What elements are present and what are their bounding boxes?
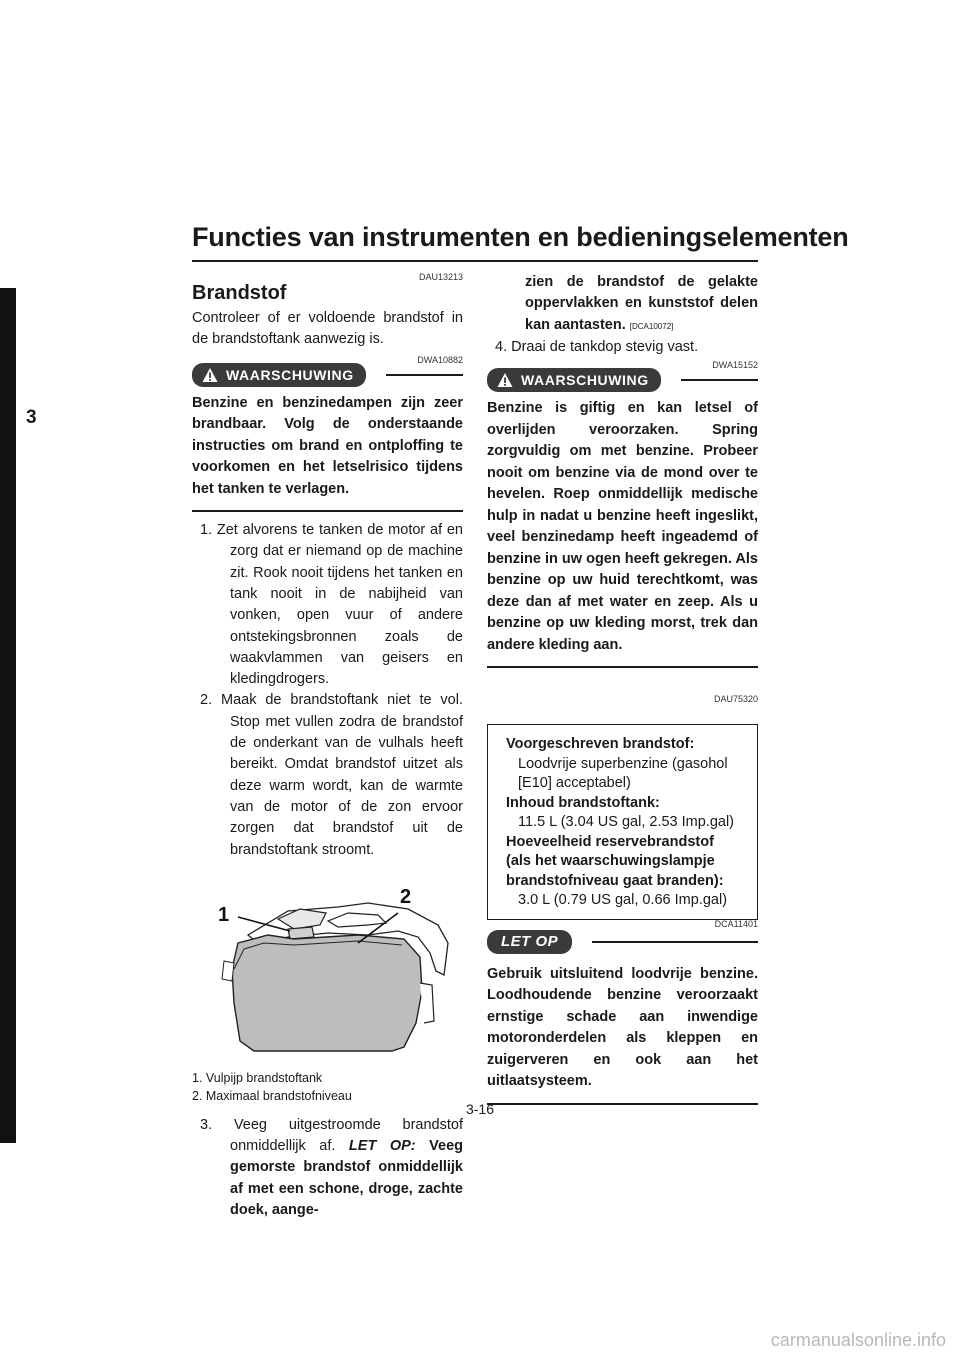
- chapter-tab-bar: [0, 288, 16, 1143]
- figure-callout-1: 1: [218, 903, 230, 926]
- section-code: DAU13213: [418, 272, 463, 282]
- warning-badge: [487, 368, 661, 392]
- spec-value: 11.5 L (3.04 US gal, 2.53 Imp.gal): [518, 814, 735, 831]
- page-title: Functies van instrumenten en bedieningselementen: [192, 222, 849, 252]
- notice-header: [487, 918, 758, 954]
- warning-text: Benzine is giftig en kan letsel of overlijden veroorzaken. Spring zorgvuldig om met benzine. Probeer nooit om benzine via de mond over te hevelen. Roep onmiddellijk medische hulp in nadat u benzine heeft ingeslikt, veel benzinedamp heeft ingeademd of benzine in uw ogen heeft gekregen. Als benzine op uw huid terechtkomt, was deze dan af met water en zeep. Als u benzine op uw kleding morst, trek dan andere kleding aan.: [487, 400, 758, 653]
- warning-header: [192, 363, 463, 387]
- watermark: carmanualsonline.info: [770, 1330, 946, 1350]
- notice-code: DCA11401: [714, 918, 758, 929]
- step4-text: 4. Draai de tankdop stevig vast.: [495, 338, 699, 355]
- chapter-number: 3: [26, 407, 37, 428]
- warning-header: [487, 368, 758, 392]
- spec-label: Hoeveelheid reservebrandstof (als het waarschuwingslampje brandstofniveau gaat branden):: [506, 833, 724, 889]
- reference-code: [DCA10072]: [629, 321, 674, 331]
- list-item: 1. Zet alvorens te tanken de motor af en zorg dat er niemand op de machine zit. Rook nooit tijdens het tanken en tank nooit in de nabijheid van vonken, open vuur of andere ontstekingsbronnen zoals de waakvlammen van geisers en kledingdrogers.: [200, 522, 463, 688]
- warning-end-rule: [192, 510, 463, 512]
- warning-end-rule: [487, 666, 758, 668]
- caption-item: 2. Maximaal brandstofniveau: [192, 1088, 352, 1103]
- right-column: [487, 272, 758, 1105]
- warning-label: WAARSCHUWING: [226, 366, 354, 383]
- page-number: 3-16: [465, 1101, 495, 1117]
- fuel-tank-illustration: [208, 873, 454, 1053]
- warning-triangle-icon: [202, 367, 218, 383]
- figure-callout-2: 2: [400, 885, 412, 908]
- spec-value: 3.0 L (0.79 US gal, 0.66 Imp.gal): [518, 892, 728, 909]
- step3-cont-text: zien de brandstof de gelakte oppervlakken en kunststof delen kan aantasten.: [525, 274, 758, 333]
- left-column: [192, 272, 463, 1221]
- steps-list-continued: [192, 1115, 463, 1221]
- warning-triangle-icon: [497, 372, 513, 388]
- warning-rule: [386, 374, 463, 376]
- intro-text: Controleer of er voldoende brandstof in de brandstoftank aanwezig is.: [192, 310, 463, 348]
- spec-value: Loodvrije superbenzine (gasohol [E10] acceptabel): [518, 755, 728, 792]
- steps-list: [192, 520, 463, 861]
- section-title: Brandstof: [192, 282, 287, 304]
- notice-badge: LET OP: [487, 930, 572, 954]
- caption-item: 1. Vulpijp brandstoftank: [192, 1070, 323, 1085]
- step3-text: 3. Veeg uitgestroomde brandstof onmiddellijk af.: [200, 1116, 463, 1155]
- spec-label: Voorgeschreven brandstof:: [506, 736, 695, 753]
- notice-rule: [592, 941, 758, 943]
- warning-code: DWA10882: [417, 354, 463, 365]
- warning-badge: [192, 363, 366, 387]
- warning-text: Benzine en benzinedampen zijn zeer brandbaar. Volg de onderstaande instructies om brand en ontploffing te voorkomen en het letselrisico tijdens het tanken te verlagen.: [192, 394, 463, 497]
- list-item: 2. Maak de brandstoftank niet te vol. Stop met vullen zodra de brandstof de onderkant van de vulhals heeft bereikt. Omdat brandstof uitzet als deze warm wordt, kan de warmte van de motor of de zon ervoor zorgen dat brandstof uit de brandstoftank stroomt.: [200, 692, 463, 858]
- title-rule: [192, 260, 758, 262]
- warning-code: DWA15152: [712, 360, 758, 371]
- spec-box: [487, 724, 758, 920]
- list-item: [192, 1115, 463, 1221]
- spec-label: Inhoud brandstoftank:: [506, 794, 660, 811]
- notice-text: Gebruik uitsluitend loodvrije benzine. Loodhoudende benzine veroorzaakt ernstige schade aan inwendige motoronderdelen als kleppen en zuigerveren en ook aan het uitlaatsysteem.: [487, 965, 758, 1090]
- step3-bold-text: Veeg gemorste brandstof onmiddellijk af met een schone, droge, zachte doek, aange-: [230, 1138, 463, 1219]
- step3-letop: LET OP:: [348, 1138, 416, 1155]
- spec-code: DAU75320: [713, 694, 758, 705]
- step3-continuation: [487, 272, 758, 337]
- figure-captions: [192, 1069, 463, 1105]
- warning-rule: [681, 379, 758, 381]
- fuel-tank-drawing: [208, 873, 454, 1053]
- warning-label: WAARSCHUWING: [521, 372, 649, 389]
